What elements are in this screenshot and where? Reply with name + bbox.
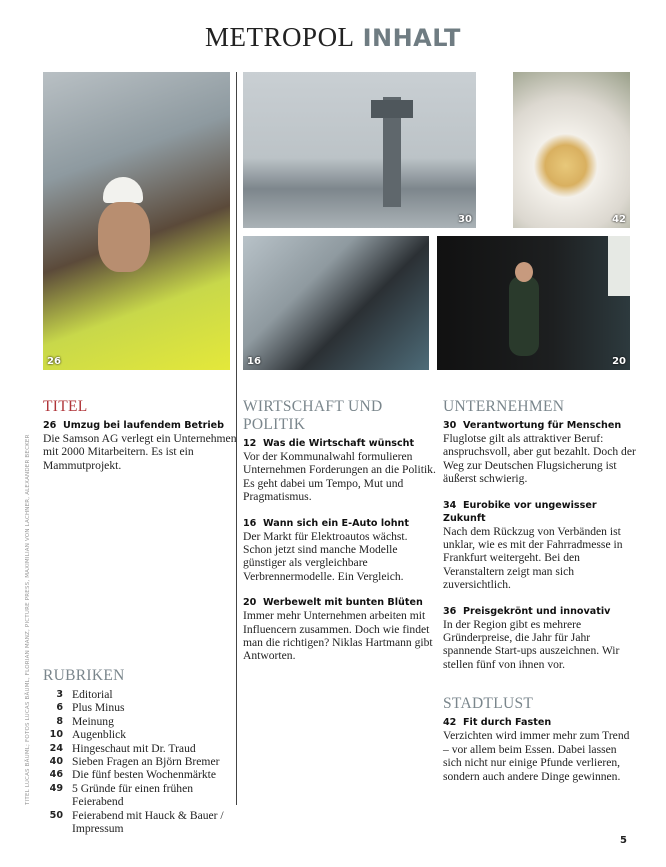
entry-title: Was die Wirtschaft wünscht xyxy=(263,438,415,449)
section-stadtlust xyxy=(443,695,638,783)
entry-text: Der Markt für Elektroautos wächst. Schon jetzt sind manche Modelle günstiger als vergleichbare Verbrennermodelle. Ein Vergleich. xyxy=(243,529,408,583)
rubrik-label: 5 Gründe für einen frühen Feierabend xyxy=(72,781,194,809)
rubrik-item[interactable] xyxy=(43,701,238,714)
rubrik-label: Augenblick xyxy=(72,728,127,742)
face-shape xyxy=(98,202,150,272)
page-header xyxy=(0,22,666,53)
unternehmen-list xyxy=(443,419,638,671)
section-title: INHALT xyxy=(362,24,461,52)
photo-soup[interactable] xyxy=(513,72,630,228)
rubrik-page: 49 xyxy=(49,782,63,794)
entry-title: Preisgekrönt und innovativ xyxy=(463,605,611,617)
rubrik-item[interactable] xyxy=(43,782,238,809)
brand-title: METROPOL xyxy=(205,22,355,52)
entry-text: Die Samson AG verlegt ein Unternehmen mit 2000 Mitarbeitern. Es ist ein Mammutprojekt. xyxy=(43,432,237,472)
rubrik-page: 6 xyxy=(56,702,63,714)
toc-entry[interactable] xyxy=(443,499,638,592)
section-heading: STADTLUST xyxy=(443,695,534,713)
rubrik-label: Feierabend mit Hauck & Bauer / Impressum xyxy=(72,808,224,836)
photo-page-number: 42 xyxy=(612,214,626,225)
rubrik-page: 3 xyxy=(56,689,63,700)
photo-page-number: 26 xyxy=(47,356,61,367)
rubrik-item[interactable] xyxy=(43,715,238,728)
right-column xyxy=(443,398,638,796)
entry-page: 12 xyxy=(243,438,257,449)
toc-entry[interactable] xyxy=(443,605,638,672)
entry-title: Wann sich ein E-Auto lohnt xyxy=(263,517,409,529)
section-titel xyxy=(43,398,238,485)
entry-page: 34 xyxy=(443,499,457,511)
toc-entry[interactable] xyxy=(243,437,438,504)
entry-text: Fluglotse gilt als attraktiver Beruf: anspruchsvoll, aber gut bezahlt. Doch der Weg zur Deutschen Flugsicherung ist äußerst schwierig. xyxy=(443,432,636,486)
toc-entry[interactable] xyxy=(243,517,438,584)
entry-text: Verzichten wird immer mehr zum Trend – vor allem beim Essen. Dabei lassen sich nicht nur einige Pfunde verlieren, sondern auch andere Dinge gewinnen. xyxy=(443,729,630,783)
rubrik-item[interactable] xyxy=(43,755,238,768)
entry-page: 30 xyxy=(443,420,457,431)
section-heading: WIRTSCHAFT UND POLITIK xyxy=(243,398,383,433)
entry-page: 16 xyxy=(243,517,257,529)
photo-tower[interactable] xyxy=(243,72,476,228)
entry-title: Verantwortung für Menschen xyxy=(463,420,622,431)
rubrik-item[interactable] xyxy=(43,728,238,741)
speaker-head xyxy=(515,262,533,282)
rubrik-label: Plus Minus xyxy=(72,701,125,715)
section-heading: TITEL xyxy=(43,398,88,415)
photo-titel[interactable] xyxy=(43,72,230,370)
rubrik-item[interactable] xyxy=(43,809,238,836)
rubrik-page: 10 xyxy=(49,729,63,741)
entry-title: Fit durch Fasten xyxy=(463,717,552,729)
section-unternehmen xyxy=(443,398,638,671)
rubrik-item[interactable] xyxy=(43,688,238,701)
rubrik-label: Die fünf besten Wochenmärkte xyxy=(72,768,217,782)
photo-page-number: 30 xyxy=(458,214,472,225)
entry-text: Vor der Kommunalwahl formulieren Unternehmen Forderungen an die Politik. Es geht dabei um Tempo, Mut und Pragmatismus. xyxy=(243,450,436,504)
helmet-shape xyxy=(103,177,143,203)
rubrik-item[interactable] xyxy=(43,742,238,755)
section-wirtschaft xyxy=(243,398,438,676)
photo-page-number: 16 xyxy=(247,356,261,367)
stadtlust-list xyxy=(443,716,638,783)
entry-text: Nach dem Rückzug von Verbänden ist unklar, wie es mit der Fahrradmesse in Frankfurt weitergeht. Bei den Veranstaltern zeigt man sich zuversichtlich. xyxy=(443,524,623,592)
tower-cab xyxy=(371,100,413,118)
toc-entry[interactable] xyxy=(443,716,638,783)
photo-speaker[interactable] xyxy=(437,236,630,370)
photo-credits: TITEL LUCAS BÄUML; FOTOS LUCAS BÄUML, FLORIAN MANZ, PICTURE PRESS, MAXIMILIAN VON LACHNER, ALEXANDER BECKER xyxy=(25,434,31,805)
entry-text: Immer mehr Unternehmen arbeiten mit Influencern zusammen. Doch wie findet man die richtigen? Niklas Hartmann gibt Antworten. xyxy=(243,609,433,663)
entry-page: 42 xyxy=(443,717,457,729)
entry-page: 26 xyxy=(43,420,57,431)
wirtschaft-list xyxy=(243,437,438,663)
toc-entry[interactable] xyxy=(43,419,238,472)
rubrik-label: Editorial xyxy=(72,688,113,701)
rubrik-label: Sieben Fragen an Björn Bremer xyxy=(72,755,220,769)
rubrik-label: Hingeschaut mit Dr. Traud xyxy=(72,741,196,755)
rubrik-item[interactable] xyxy=(43,768,238,781)
photo-page-number: 20 xyxy=(612,356,626,367)
section-heading: UNTERNEHMEN xyxy=(443,398,565,415)
screen-shape xyxy=(608,236,630,296)
section-rubriken xyxy=(43,667,238,835)
rubrik-page: 46 xyxy=(49,769,63,781)
entry-title: Eurobike vor ungewisser Zukunft xyxy=(443,499,597,524)
toc-entry[interactable] xyxy=(243,596,438,663)
rubrik-page: 40 xyxy=(49,756,63,768)
entry-title: Umzug bei laufendem Betrieb xyxy=(63,420,225,431)
entry-page: 20 xyxy=(243,597,257,609)
rubrik-page: 50 xyxy=(49,809,63,821)
rubrik-label: Meinung xyxy=(72,714,114,728)
section-heading: RUBRIKEN xyxy=(43,667,125,684)
toc-entry[interactable] xyxy=(443,419,638,486)
entry-page: 36 xyxy=(443,605,457,617)
speaker-body xyxy=(509,276,539,356)
rubriken-list xyxy=(43,688,238,835)
page-number: 5 xyxy=(620,835,627,846)
photo-eauto[interactable] xyxy=(243,236,429,370)
entry-text: In der Region gibt es mehrere Gründerpreise, die Jahr für Jahr spannende Start-ups auszeichnen. Wir stellen fünf von ihnen vor. xyxy=(443,617,620,671)
rubrik-page: 24 xyxy=(49,742,63,754)
rubrik-page: 8 xyxy=(56,715,63,727)
entry-title: Werbewelt mit bunten Blüten xyxy=(263,597,423,609)
